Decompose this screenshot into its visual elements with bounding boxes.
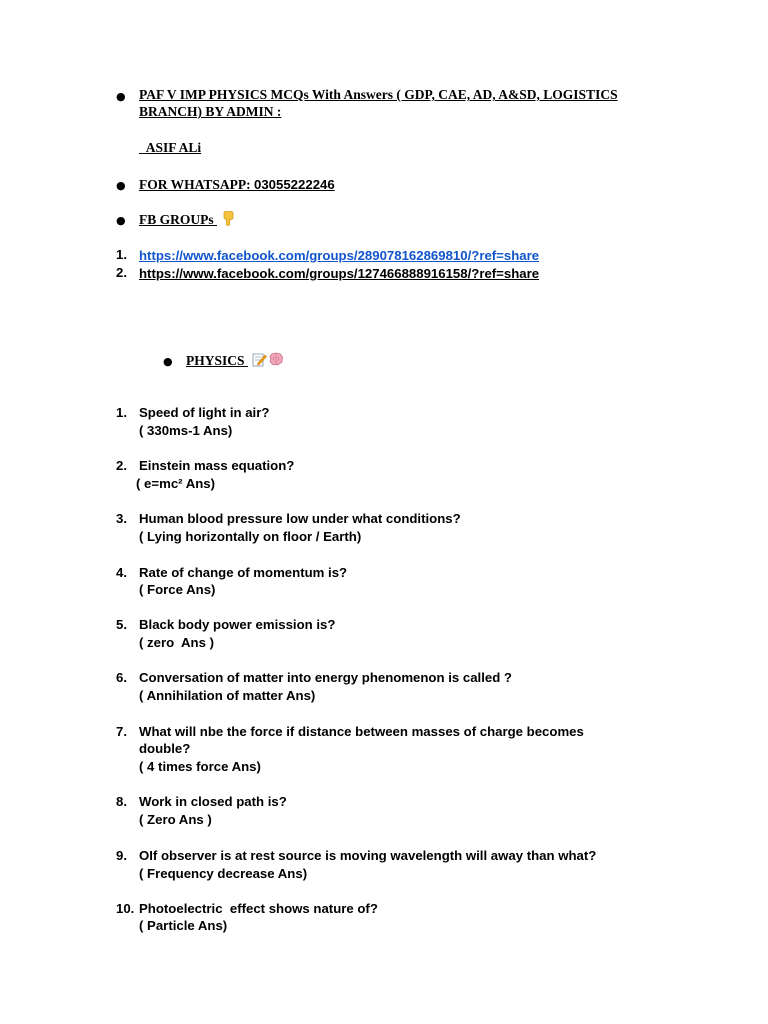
question-number: 4. (116, 565, 127, 580)
question-number: 8. (116, 794, 127, 809)
question-text: Einstein mass equation? (139, 458, 295, 473)
question-text: Human blood pressure low under what conditions? (139, 511, 461, 526)
fb-groups-label: FB GROUPs (139, 212, 214, 227)
question-text: Speed of light in air? (139, 405, 270, 420)
facebook-group-link-2-text[interactable]: https://www.facebook.com/groups/127466888916158/?ref=share (139, 266, 540, 281)
memo-icon (252, 352, 267, 371)
whatsapp-number: 03055222246 (254, 177, 335, 192)
answer-text: ( Zero Ans ) (139, 812, 212, 827)
fb-groups-heading (139, 211, 235, 230)
answer-text: ( Particle Ans) (139, 918, 228, 933)
pointing-down-hand-icon (221, 211, 235, 230)
question-number: 1. (116, 405, 127, 420)
link-number: 1. (116, 247, 127, 262)
answer-text: ( 330ms-1 Ans) (139, 423, 233, 438)
question-number: 9. (116, 848, 127, 863)
question-number: 6. (116, 670, 127, 685)
question-number: 7. (116, 724, 127, 739)
whatsapp-label: FOR WHATSAPP: (139, 177, 255, 192)
answer-text: ( Lying horizontally on floor / Earth) (139, 529, 362, 544)
bullet-dot: ● (116, 179, 126, 192)
document-title-line2: BRANCH) BY ADMIN : (139, 104, 282, 119)
document-title-line1: PAF V IMP PHYSICS MCQs With Answers ( GDP, CAE, AD, A&SD, LOGISTICS (139, 87, 618, 102)
admin-name: ASIF ALi (145, 140, 202, 155)
bullet-dot: ● (116, 90, 126, 103)
question-number: 5. (116, 617, 127, 632)
link-number: 2. (116, 265, 127, 280)
bullet-dot: ● (163, 355, 173, 368)
whatsapp-line (139, 176, 335, 194)
question-text-continued: double? (139, 741, 191, 756)
question-text: Photoelectric effect shows nature of? (139, 901, 378, 916)
question-text: Black body power emission is? (139, 617, 336, 632)
answer-text: ( 4 times force Ans) (139, 759, 261, 774)
bullet-dot: ● (116, 214, 126, 227)
brain-icon (268, 352, 284, 371)
facebook-group-link-1[interactable] (139, 247, 539, 265)
answer-text: ( zero Ans ) (139, 635, 214, 650)
physics-section-heading (186, 352, 284, 371)
answer-text: ( Annihilation of matter Ans) (139, 688, 316, 703)
question-text: OIf observer is at rest source is moving wavelength will away than what? (139, 848, 597, 863)
facebook-group-link-1-text[interactable]: https://www.facebook.com/groups/289078162869810/?ref=share (139, 248, 540, 263)
physics-section-title: PHYSICS (186, 353, 245, 368)
question-text: What will nbe the force if distance between masses of charge becomes (139, 724, 584, 739)
answer-text: ( Frequency decrease Ans) (139, 866, 308, 881)
question-number: 3. (116, 511, 127, 526)
facebook-group-link-2[interactable] (139, 265, 539, 283)
question-text: Work in closed path is? (139, 794, 287, 809)
question-number: 10. (116, 901, 135, 916)
question-text: Conversation of matter into energy phenomenon is called ? (139, 670, 512, 685)
question-number: 2. (116, 458, 127, 473)
question-text: Rate of change of momentum is? (139, 565, 348, 580)
answer-text: ( e=mc² Ans) (136, 476, 216, 491)
answer-text: ( Force Ans) (139, 582, 216, 597)
